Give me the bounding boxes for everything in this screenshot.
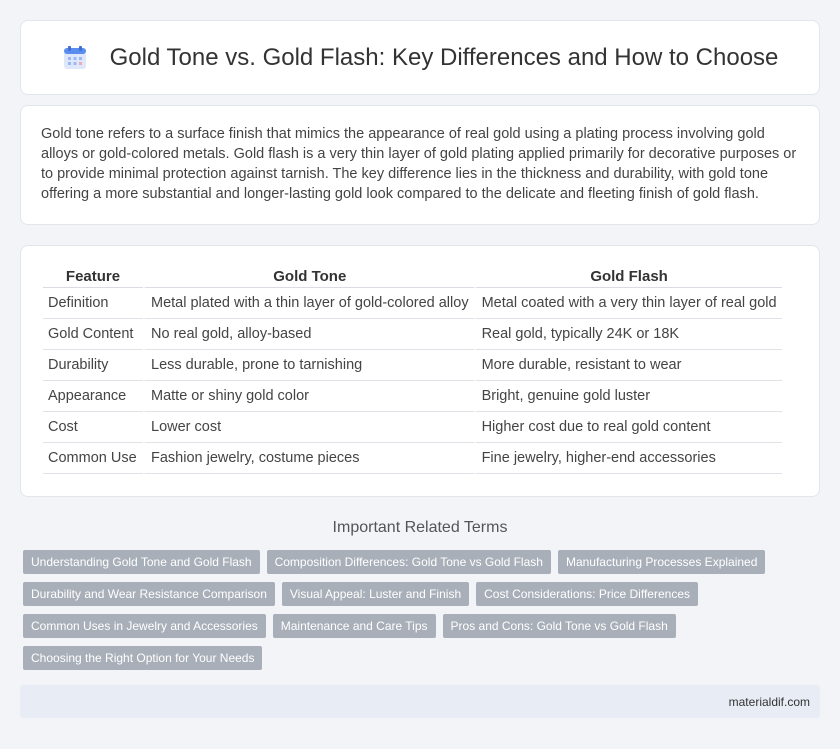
related-term-tag[interactable]: Cost Considerations: Price Differences — [476, 582, 698, 606]
calendar-grid-icon — [62, 45, 88, 71]
header-gold-tone: Gold Tone — [143, 266, 474, 288]
row-gold-tone-cell: Metal plated with a thin layer of gold-colored alloy — [143, 288, 474, 319]
related-term-tag[interactable]: Manufacturing Processes Explained — [558, 550, 765, 574]
intro-paragraph: Gold tone refers to a surface finish that mimics the appearance of real gold using a plating process involving gold alloys or gold-colored metals. Gold flash is a very thin layer of gold plating applied primarily for decorative purposes or to provide minimal protection against tarnish. The key difference lies in the thickness and durability, with gold tone offering a more substantial and longer-lasting gold look compared to the delicate and fleeting finish of gold flash. — [41, 126, 797, 202]
table-row — [43, 412, 782, 443]
comparison-table-card — [20, 245, 820, 497]
table-header-row — [43, 266, 782, 288]
related-term-tag[interactable]: Common Uses in Jewelry and Accessories — [23, 614, 266, 638]
intro-card — [20, 105, 820, 225]
row-feature-cell: Common Use — [43, 443, 143, 474]
related-terms-heading: Important Related Terms — [332, 519, 508, 536]
row-gold-tone-cell: Matte or shiny gold color — [143, 381, 474, 412]
related-term-tag[interactable]: Composition Differences: Gold Tone vs Gold Flash — [267, 550, 551, 574]
related-term-tag[interactable]: Pros and Cons: Gold Tone vs Gold Flash — [443, 614, 676, 638]
row-feature-cell: Gold Content — [43, 319, 143, 350]
row-gold-tone-cell: No real gold, alloy-based — [143, 319, 474, 350]
footer-site-link[interactable]: materialdif.com — [728, 694, 810, 709]
related-term-tag[interactable]: Maintenance and Care Tips — [273, 614, 436, 638]
row-gold-tone-cell: Lower cost — [143, 412, 474, 443]
row-feature-cell: Appearance — [43, 381, 143, 412]
header-feature: Feature — [43, 266, 143, 288]
row-gold-flash-cell: More durable, resistant to wear — [474, 350, 782, 381]
related-term-tag[interactable]: Choosing the Right Option for Your Needs — [23, 646, 262, 670]
table-row — [43, 288, 782, 319]
related-terms-list — [23, 550, 813, 678]
row-gold-flash-cell: Fine jewelry, higher-end accessories — [474, 443, 782, 474]
related-term-tag[interactable]: Visual Appeal: Luster and Finish — [282, 582, 469, 606]
row-gold-flash-cell: Metal coated with a very thin layer of real gold — [474, 288, 782, 319]
table-row — [43, 443, 782, 474]
title-card — [20, 20, 820, 95]
table-row — [43, 319, 782, 350]
row-feature-cell: Durability — [43, 350, 143, 381]
row-gold-tone-cell: Less durable, prone to tarnishing — [143, 350, 474, 381]
related-term-tag[interactable]: Durability and Wear Resistance Comparison — [23, 582, 275, 606]
footer — [20, 685, 820, 718]
row-feature-cell: Cost — [43, 412, 143, 443]
row-gold-tone-cell: Fashion jewelry, costume pieces — [143, 443, 474, 474]
comparison-table — [43, 266, 782, 474]
page-title: Gold Tone vs. Gold Flash: Key Differences and How to Choose — [109, 43, 779, 71]
row-gold-flash-cell: Bright, genuine gold luster — [474, 381, 782, 412]
row-feature-cell: Definition — [43, 288, 143, 319]
row-gold-flash-cell: Real gold, typically 24K or 18K — [474, 319, 782, 350]
related-term-tag[interactable]: Understanding Gold Tone and Gold Flash — [23, 550, 260, 574]
table-row — [43, 381, 782, 412]
header-gold-flash: Gold Flash — [474, 266, 782, 288]
row-gold-flash-cell: Higher cost due to real gold content — [474, 412, 782, 443]
table-row — [43, 350, 782, 381]
